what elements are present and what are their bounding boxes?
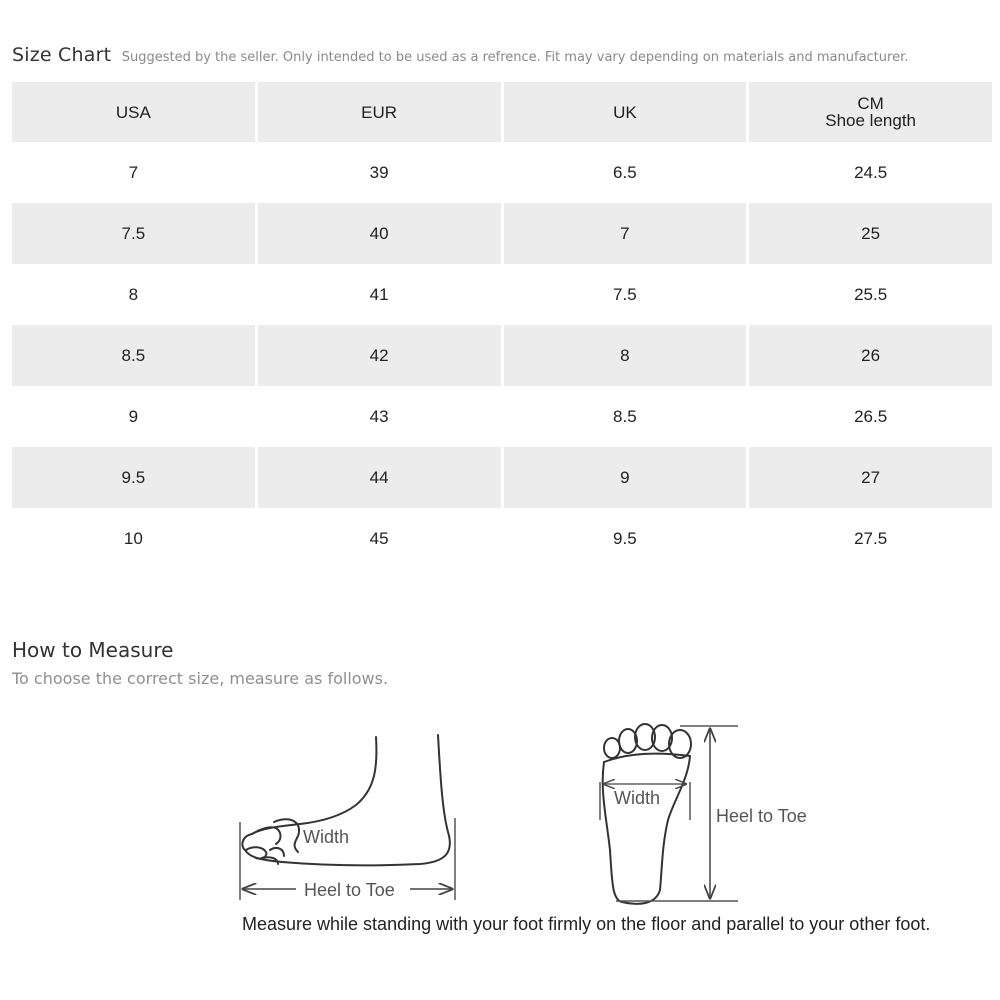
cell-usa: 8.5 <box>12 325 255 386</box>
cell-cm: 25.5 <box>854 284 888 304</box>
top-width-label: Width <box>614 788 661 808</box>
cell-usa: 9.5 <box>12 447 255 508</box>
cell-usa: 8 <box>128 284 139 304</box>
cell-eur: 40 <box>258 203 501 264</box>
side-width-label: Width <box>303 827 350 847</box>
col-header-cm-unit: CM <box>857 94 884 113</box>
top-length-label: Heel to Toe <box>716 806 807 826</box>
size-chart-title: Size Chart <box>12 44 112 66</box>
side-length-label: Heel to Toe <box>304 880 395 900</box>
cell-usa: 7.5 <box>12 203 255 264</box>
cell-usa: 10 <box>123 528 143 548</box>
measure-caption: Measure while standing with your foot firmly on the floor and parallel to your other foot. <box>242 914 931 934</box>
col-header-eur: EUR <box>258 82 501 142</box>
col-header-uk: UK <box>504 82 747 142</box>
cell-cm: 27.5 <box>854 528 888 548</box>
cell-cm: 24.5 <box>854 162 888 182</box>
how-to-measure-subtitle: To choose the correct size, measure as follows. <box>12 669 389 688</box>
cell-cm: 26.5 <box>854 406 888 426</box>
size-chart-subtitle: Suggested by the seller. Only intended to be used as a refrence. Fit may vary depending on materials and manufacturer. <box>121 50 909 65</box>
cell-usa: 9 <box>128 406 139 426</box>
cell-uk: 9.5 <box>613 528 637 548</box>
col-header-usa: USA <box>12 82 255 142</box>
cell-eur: 39 <box>369 162 389 182</box>
cell-usa: 7 <box>128 162 139 182</box>
cell-uk: 9 <box>504 447 747 508</box>
cell-eur: 45 <box>369 528 389 548</box>
how-to-measure-title: How to Measure <box>12 638 174 662</box>
top-foot-icon <box>603 724 691 904</box>
cell-eur: 44 <box>258 447 501 508</box>
cell-uk: 6.5 <box>613 162 637 182</box>
cell-eur: 43 <box>369 406 389 426</box>
cell-cm: 25 <box>749 203 992 264</box>
cell-eur: 42 <box>258 325 501 386</box>
cell-uk: 8.5 <box>613 406 637 426</box>
cell-uk: 8 <box>504 325 747 386</box>
cell-cm: 27 <box>749 447 992 508</box>
cell-eur: 41 <box>369 284 389 304</box>
cell-cm: 26 <box>749 325 992 386</box>
cell-uk: 7 <box>504 203 747 264</box>
col-header-cm-label: Shoe length <box>825 111 916 130</box>
cell-uk: 7.5 <box>613 284 637 304</box>
